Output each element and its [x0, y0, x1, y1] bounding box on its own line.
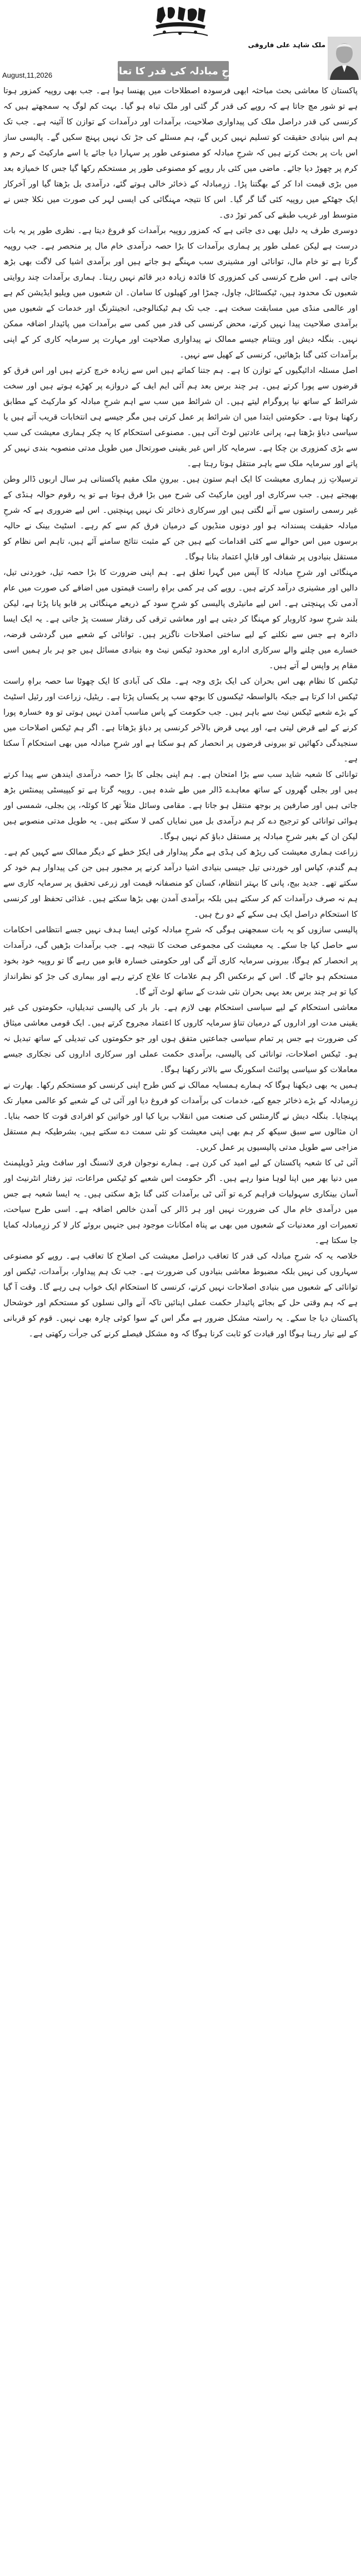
- article-paragraph: ترسیلاتِ زر ہماری معیشت کا ایک اہم ستون ہیں۔ بیرونِ ملک مقیم پاکستانی ہر سال اربوں ڈالر وطن بھیجتے ہیں۔ جب سرکاری اور اوپن مارکیٹ کی شرح میں بڑا فرق ہوتا ہے تو یہ رقوم حوالہ ہنڈی کے غیر رسمی راستوں سے آنے لگتی ہیں اور سرکاری ذخائر تک نہیں پہنچتیں۔ اس لیے ضروری ہے کہ شرحِ مبادلہ حقیقت پسندانہ ہو اور دونوں منڈیوں کے درمیان فرق کم سے کم رہے۔ اسٹیٹ بینک نے حالیہ برسوں میں اس حوالے سے کئی اقدامات کیے ہیں جن کے مثبت نتائج سامنے آئے ہیں، تاہم اس نظام کو مستقل بنیادوں پر شفاف اور قابلِ اعتماد بنانا ہوگا۔: [3, 474, 358, 562]
- article-paragraph: اصل مسئلہ ادائیگیوں کے توازن کا ہے۔ ہم جتنا کماتے ہیں اس سے زیادہ خرچ کرتے ہیں اور اس فرق کو قرضوں سے پورا کرتے ہیں۔ ہر چند برس بعد ہم آئی ایم ایف کے دروازے پر کھڑے ہوتے ہیں اور سخت شرائط کے ساتھ نیا پروگرام لیتے ہیں۔ ان شرائط میں سب سے اہم شرحِ مبادلہ کو مارکیٹ کے مطابق رکھنا ہوتا ہے۔ حکومتیں ابتدا میں ان شرائط پر عمل کرتی ہیں مگر جیسے ہی انتخابات قریب آتے ہیں یا سیاسی دباؤ بڑھتا ہے، پرانی عادتیں لوٹ آتی ہیں۔ مصنوعی استحکام کا یہ چکر ہماری معیشت کی سب سے بڑی کمزوری بن چکا ہے۔ سرمایہ کار اس غیر یقینی صورتحال میں طویل مدتی منصوبہ بندی نہیں کر پاتے اور سرمایہ ملک سے باہر منتقل ہوتا رہتا ہے۔: [3, 366, 358, 468]
- article-paragraph: خلاصہ یہ کہ شرحِ مبادلہ کی قدر کا تعاقب دراصل معیشت کی اصلاح کا تعاقب ہے۔ روپے کو مصنوعی سہاروں کی نہیں بلکہ مضبوط معاشی بنیادوں کی ضرورت ہے۔ جب تک ہم پیداوار، برآمدات، ٹیکس اور توانائی کے شعبوں میں بنیادی اصلاحات نہیں کرتے، کرنسی کا استحکام ایک خواب ہی رہے گا۔ وقت آ گیا ہے کہ ہم وقتی حل کے بجائے پائیدار حکمت عملی اپنائیں تاکہ آنے والی نسلوں کو مستحکم اور خوشحال پاکستان دیا جا سکے۔ یہ راستہ مشکل ضرور ہے مگر اس کے سوا کوئی چارہ بھی نہیں۔ قوم کو قربانی کے لیے تیار رہنا ہوگا اور قیادت کو ثابت کرنا ہوگا کہ وہ مشکل فیصلے کرنے کی جرأت رکھتی ہے۔: [3, 1251, 358, 1338]
- article-paragraph: پاکستان کا معاشی بحث مباحثہ ابھی فرسودہ اصطلاحات میں پھنسا ہوا ہے۔ جب بھی روپیہ کمزور ہوتا ہے تو شور مچ جاتا ہے کہ روپے کی قدر گر گئی اور ملک تباہ ہو گیا۔ بہت کم لوگ یہ سمجھتے ہیں کہ کرنسی کی قدر دراصل ملک کی پیداواری صلاحیت، برآمدات اور درآمدات کے توازن کا آئینہ ہے۔ جب تک ہم اس بنیادی حقیقت کو تسلیم نہیں کریں گے، ہم مسئلے کی جڑ تک نہیں پہنچ سکیں گے۔ پالیسی ساز اس بات پر بحث کرتے ہیں کہ شرحِ مبادلہ کو مصنوعی طور پر سہارا دیا جائے یا اسے مارکیٹ کے رحم و کرم پر چھوڑ دیا جائے۔ ماضی میں کئی بار روپے کو مصنوعی طور پر مستحکم رکھا گیا جس کا خمیازہ بعد میں بڑی قیمت ادا کر کے بھگتنا پڑا۔ زرِمبادلہ کے ذخائر خالی ہوتے گئے، درآمدی بل بڑھتا گیا اور آخرکار ایک جھٹکے میں روپیہ کئی گنا گر گیا۔ اس کا نتیجہ مہنگائی کی ایسی لہر کی صورت میں نکلا جس نے متوسط اور غریب طبقے کی کمر توڑ دی۔: [3, 86, 358, 220]
- logo-emblem-icon: [151, 4, 210, 38]
- article-paragraph: زراعت ہماری معیشت کی ریڑھ کی ہڈی ہے مگر پیداوار فی ایکڑ خطے کے دیگر ممالک سے کہیں کم ہے۔ ہم گندم، کپاس اور خوردنی تیل جیسی بنیادی اشیا درآمد کرنے پر مجبور ہیں جن کی پیداوار ہم خود کر سکتے تھے۔ جدید بیج، پانی کا بہتر انتظام، کسان کو منصفانہ قیمت اور زرعی تحقیق پر سرمایہ کاری سے ہم نہ صرف درآمدات کم کر سکتے ہیں بلکہ برآمدی آمدن بھی بڑھا سکتے ہیں۔ غذائی تحفظ اور کرنسی کا استحکام دراصل ایک ہی سکے کے دو رخ ہیں۔: [3, 847, 358, 919]
- author-name: ملک شاہد علی فاروقی: [248, 41, 325, 49]
- publication-date: August,11,2026: [2, 71, 53, 79]
- article-title-banner: [102, 61, 245, 81]
- byline: [0, 37, 361, 62]
- article-paragraph: دوسری طرف یہ دلیل بھی دی جاتی ہے کہ کمزور روپیہ برآمدات کو فروغ دیتا ہے۔ نظری طور پر یہ بات درست ہے لیکن عملی طور پر ہماری برآمدات کا بڑا حصہ درآمدی خام مال پر منحصر ہے۔ جب روپیہ گرتا ہے تو خام مال، توانائی اور مشینری سب مہنگے ہو جاتے ہیں اور برآمدی اشیا کی لاگت بھی بڑھ جاتی ہے۔ اس طرح کرنسی کی کمزوری کا فائدہ زیادہ دیر قائم نہیں رہتا۔ ہماری برآمدات چند روایتی شعبوں تک محدود ہیں، ٹیکسٹائل، چاول، چمڑا اور کھیلوں کا سامان۔ ان شعبوں میں ویلیو ایڈیشن کم ہے اور عالمی منڈی میں مسابقت سخت ہے۔ جب تک ہم ٹیکنالوجی، انجینئرنگ اور خدمات کے شعبوں میں برآمدی صلاحیت پیدا نہیں کرتے، محض کرنسی کی قدر میں کمی سے برآمدات میں پائیدار اضافہ ممکن نہیں۔ بنگلہ دیش اور ویتنام جیسے ممالک نے پیداواری صلاحیت اور مہارت پر سرمایہ کاری کر کے اپنی برآمدات کئی گنا بڑھائیں، کرنسی کے کھیل سے نہیں۔: [3, 226, 358, 360]
- article-paragraph: ہمیں یہ بھی دیکھنا ہوگا کہ ہمارے ہمسایہ ممالک نے کس طرح اپنی کرنسی کو مستحکم رکھا۔ بھارت نے زرِمبادلہ کے بڑے ذخائر جمع کیے، خدمات کی برآمدات کو فروغ دیا اور آئی ٹی کے شعبے کو عالمی معیار تک پہنچایا۔ بنگلہ دیش نے گارمنٹس کی صنعت میں انقلاب برپا کیا اور خواتین کو افرادی قوت کا حصہ بنایا۔ ان مثالوں سے سبق سیکھ کر ہم بھی اپنی معیشت کو نئی سمت دے سکتے ہیں، بشرطیکہ ہم مستقل مزاجی سے طویل مدتی پالیسیوں پر عمل کریں۔: [3, 1080, 358, 1152]
- article-title: شرحِ مبادلہ کی قدر کا تعاقب: [102, 65, 245, 77]
- article-paragraph: آئی ٹی کا شعبہ پاکستان کے لیے امید کی کرن ہے۔ ہمارے نوجوان فری لانسنگ اور سافٹ ویئر ڈویلپمنٹ میں دنیا بھر میں اپنا لوہا منوا رہے ہیں۔ اگر حکومت اس شعبے کو ٹیکس مراعات، تیز رفتار انٹرنیٹ اور آسان بینکاری سہولیات فراہم کرے تو آئی ٹی برآمدات کئی گنا بڑھ سکتی ہیں۔ یہ ایسا شعبہ ہے جس میں درآمدی خام مال کی ضرورت نہیں اور ہر ڈالر کی آمدن خالص اضافہ ہے۔ اسی طرح سیاحت، تعمیرات اور معدنیات کے شعبوں میں بھی بے پناہ امکانات موجود ہیں جنہیں بروئے کار لا کر زرِمبادلہ کمایا جا سکتا ہے۔: [3, 1158, 358, 1245]
- article-paragraph: پالیسی سازوں کو یہ بات سمجھنی ہوگی کہ شرحِ مبادلہ کوئی ایسا ہدف نہیں جسے انتظامی احکامات سے حاصل کیا جا سکے۔ یہ معیشت کی مجموعی صحت کا نتیجہ ہے۔ جب برآمدات بڑھیں گی، درآمدات پر انحصار کم ہوگا، بیرونی سرمایہ کاری آئے گی اور حکومتی خسارہ قابو میں رہے گا تو روپیہ خود بخود مستحکم ہو جائے گا۔ اس کے برعکس اگر ہم علامات کا علاج کرتے رہے اور بیماری کی جڑ کو نظرانداز کیا تو ہر چند برس بعد یہی بحران نئی شدت کے ساتھ لوٹ آئے گا۔: [3, 925, 358, 997]
- article-paragraph: مہنگائی اور شرحِ مبادلہ کا آپس میں گہرا تعلق ہے۔ ہم اپنی ضرورت کا بڑا حصہ تیل، خوردنی تیل، دالیں اور مشینری درآمد کرتے ہیں۔ روپے کی ہر کمی براہِ راست قیمتوں میں اضافے کی صورت میں عام آدمی تک پہنچتی ہے۔ اس لیے مانیٹری پالیسی کو شرحِ سود کے ذریعے مہنگائی پر قابو پانا پڑتا ہے، لیکن بلند شرحِ سود کاروبار کو مہنگا کر دیتی ہے اور معاشی ترقی کی رفتار سست پڑ جاتی ہے۔ یہ ایک ایسا دائرہ ہے جس سے نکلنے کے لیے ساختی اصلاحات ناگزیر ہیں۔ توانائی کے شعبے میں گردشی قرضہ، خسارے میں چلنے والے سرکاری ادارے اور محدود ٹیکس نیٹ وہ بنیادی مسائل ہیں جو ہر بار ہمیں اسی مقام پر واپس لے آتے ہیں۔: [3, 568, 358, 670]
- article-paragraph: توانائی کا شعبہ شاید سب سے بڑا امتحان ہے۔ ہم اپنی بجلی کا بڑا حصہ درآمدی ایندھن سے پیدا کرتے ہیں اور بجلی گھروں کے ساتھ معاہدے ڈالر میں طے شدہ ہیں۔ روپیہ گرتا ہے تو کیپیسٹی پیمنٹس بڑھ جاتی ہیں اور صارفین پر بوجھ منتقل ہو جاتا ہے۔ مقامی وسائل مثلاً تھر کا کوئلہ، پن بجلی، شمسی اور ہوائی توانائی کو ترجیح دے کر ہم درآمدی بل میں نمایاں کمی لا سکتے ہیں۔ یہ طویل مدتی منصوبے ہیں لیکن ان کے بغیر شرحِ مبادلہ پر مستقل دباؤ کم نہیں ہوگا۔: [3, 770, 358, 841]
- article-paragraph: ٹیکس کا نظام بھی اس بحران کی ایک بڑی وجہ ہے۔ ملک کی آبادی کا ایک چھوٹا سا حصہ براہِ راست ٹیکس ادا کرتا ہے جبکہ بالواسطہ ٹیکسوں کا بوجھ سب پر یکساں پڑتا ہے۔ ریٹیل، زراعت اور رئیل اسٹیٹ کے بڑے شعبے ٹیکس نیٹ سے باہر ہیں۔ جب حکومت کے پاس مناسب آمدن نہیں ہوتی تو وہ خسارہ پورا کرنے کے لیے قرض لیتی ہے، اور یہی قرض بالآخر کرنسی پر دباؤ بڑھاتا ہے۔ اگر ہم ٹیکس اصلاحات میں سنجیدگی دکھائیں تو بیرونی قرضوں پر انحصار کم ہو سکتا ہے اور شرحِ مبادلہ میں بھی استحکام آ سکتا ہے۔: [3, 676, 358, 764]
- article-paragraph: معاشی استحکام کے لیے سیاسی استحکام بھی لازم ہے۔ بار بار کی پالیسی تبدیلیاں، حکومتوں کی غیر یقینی مدت اور اداروں کے درمیان تناؤ سرمایہ کاروں کا اعتماد مجروح کرتے ہیں۔ ایک قومی معاشی میثاق کی ضرورت ہے جس پر تمام سیاسی جماعتیں متفق ہوں اور جو حکومتوں کی تبدیلی کے ساتھ تبدیل نہ ہو۔ ٹیکس اصلاحات، توانائی کی پالیسی، برآمدی حکمت عملی اور سرکاری اداروں کی نجکاری جیسے معاملات کو سیاسی پوائنٹ اسکورنگ سے بالاتر رکھنا ہوگا۔: [3, 1003, 358, 1074]
- article-body: [3, 83, 358, 2568]
- author-photo: [328, 37, 361, 80]
- author-portrait-icon: [328, 37, 361, 80]
- newspaper-logo: [151, 4, 210, 38]
